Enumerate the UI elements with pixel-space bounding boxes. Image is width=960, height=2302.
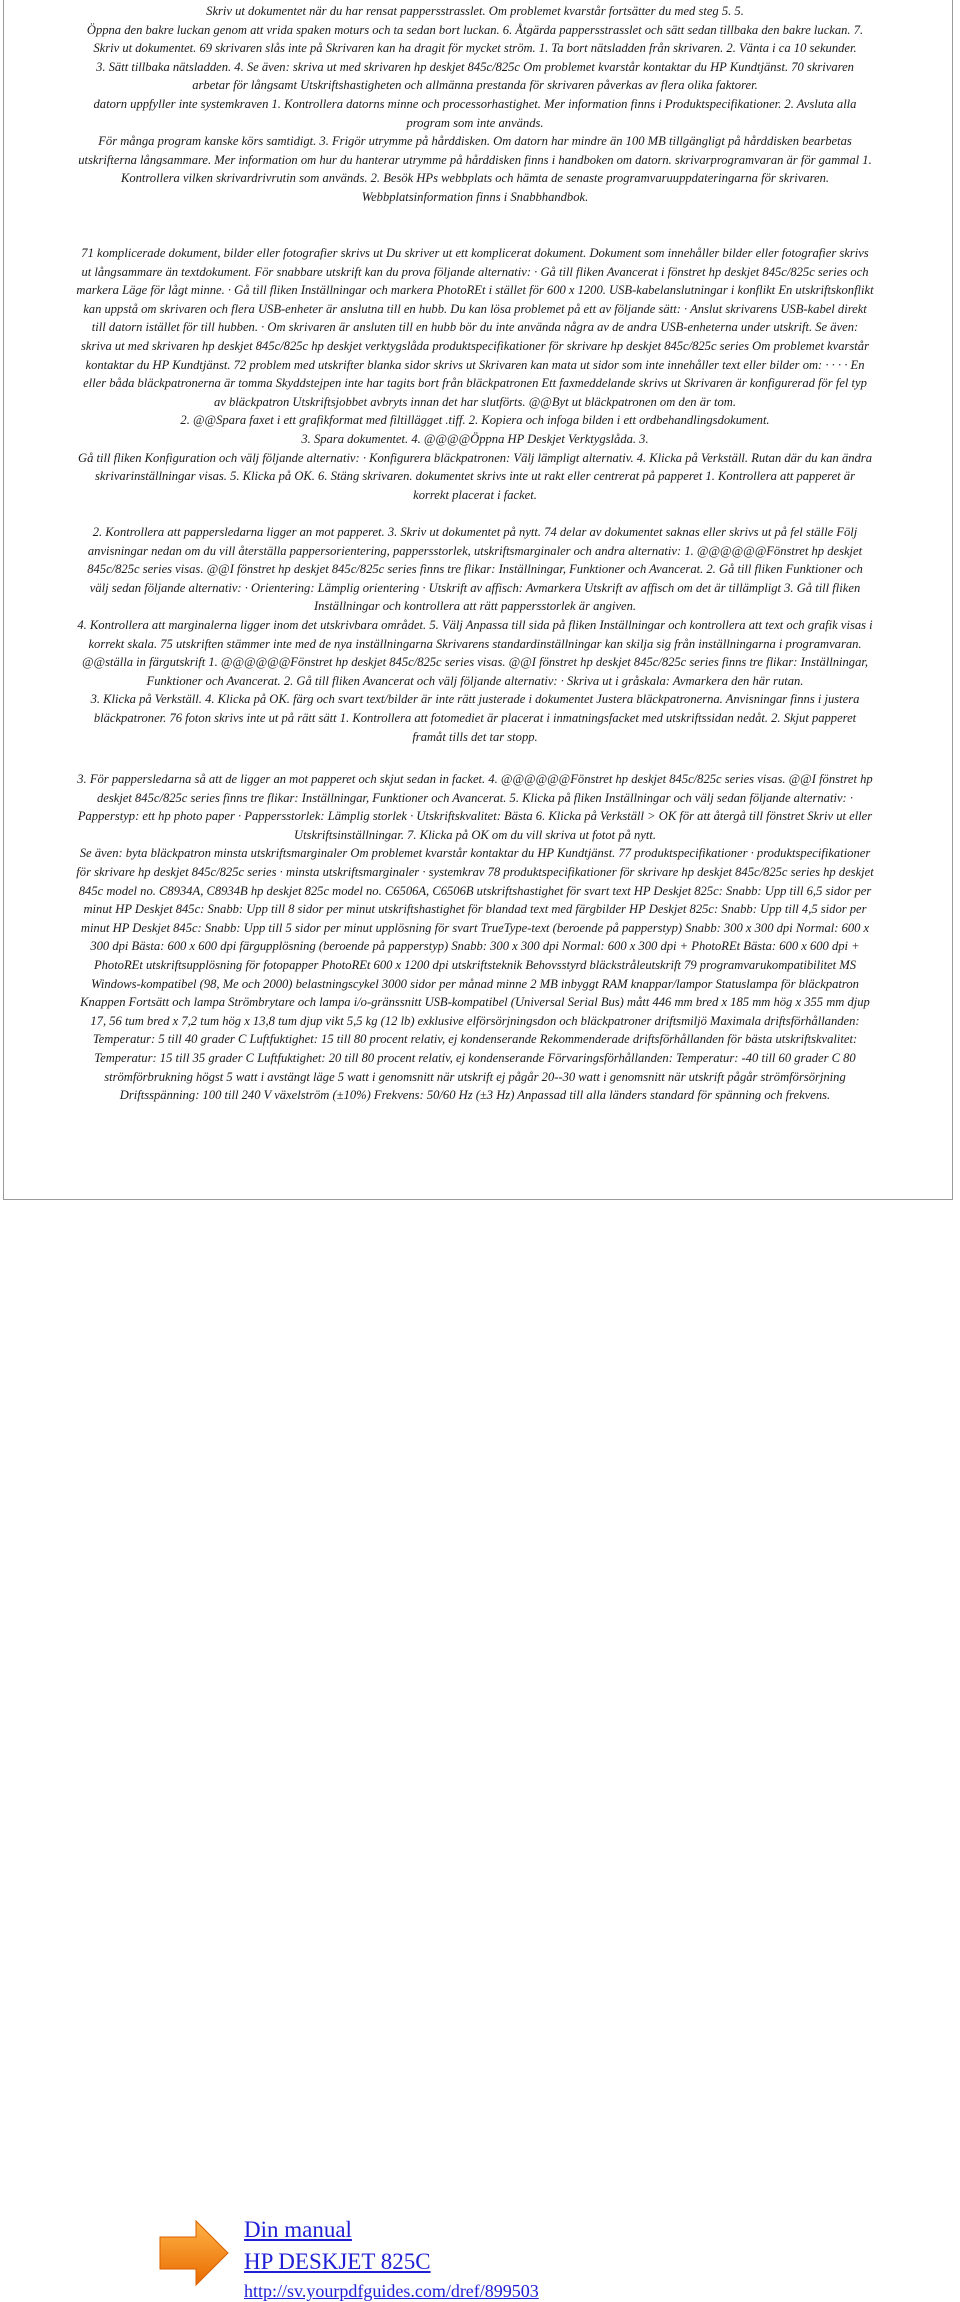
text-line: korrekt placerat i facket.: [413, 487, 537, 502]
manual-url-link[interactable]: http://sv.yourpdfguides.com/dref/899503: [244, 2281, 539, 2301]
text-line: skrivarinställningar visas. 5. Klicka på OK. 6. Stäng skrivaren. dokumentet skrivs inte ut rakt eller centrerat på papperet 1. Kontrollera att papperet är: [94, 469, 855, 484]
text-line: markera Läge för lågt minne. · Gå till fliken Inställningar och markera PhotoREt i stället för 600 x 1200. USB-kabelanslutningar i konflikt En utskriftskonflikt: [76, 283, 874, 298]
text-line: 3. Spara dokumentet. 4. @@@@Öppna HP Deskjet Verktygslåda. 3.: [301, 431, 649, 446]
text-line: Skriv ut dokumentet. 69 skrivaren slås inte på Skrivaren kan ha dragit för mycket ström. 1. Ta bort nätsladden från skrivaren. 2. Vänta i ca 10 sekunder.: [93, 41, 857, 56]
text-line: Utskriftsinställningar. 7. Klicka på OK om du vill skriva ut fotot på nytt.: [293, 827, 656, 842]
text-line: korrekt skala. 75 utskriften stämmer inte med de nya inställningarna Skrivarens standardinställningar kan skilja sig från inställningarna i programvaran.: [88, 636, 862, 651]
text-line: deskjet 845c/825c series finns tre flikar: Inställningar, Funktioner och Avancerat. 5. Klicka på fliken Inställningar och välj sedan följande alternativ: ·: [96, 790, 853, 805]
text-line: Gå till fliken Konfiguration och välj följande alternativ: · Konfigurera bläckpatronen: Välj lämpligt alternativ. 4. Klicka på Verkställ. Rutan där du kan ändra: [78, 450, 872, 465]
text-line: till datorn istället för till hubben. · Om skrivaren är ansluten till en hubb bör du inte använda några av de andra USB-enheterna under utskrift. Se även:: [91, 320, 859, 335]
text-line: eller båda bläckpatronerna är tomma Skyddstejpen inte har tagits bort från bläckpatronen Ett faxmeddelande skrivs ut Skrivaren är konfigurerad för fel typ: [83, 376, 867, 391]
text-line: 71 komplicerade dokument, bilder eller fotografier skrivs ut Du skriver ut ett komplicerat dokument. Dokument som innehåller bilder eller fotografier skrivs: [81, 246, 869, 260]
text-line: 845c model no. C8934A, C8934B hp deskjet 825c model no. C6506A, C6506B utskriftshastighet för svart text HP Deskjet 825c: Snabb: Upp till 6,5 sidor per: [78, 883, 872, 898]
text-line: strömförbrukning högst 5 watt i avstängt läge 5 watt i genomsnitt när utskrift ej pågår 20--30 watt i genomsnitt när utskrift pågår strömförsörjning: [104, 1069, 846, 1084]
text-line: anvisningar nedan om du vill återställa pappersorientering, pappersstorlek, utskriftsmarginaler och andra alternativ: 1. @@@@@@Fönstret hp deskjet: [87, 543, 863, 558]
text-line: Webbplatsinformation finns i Snabbhandbok.: [361, 189, 589, 204]
text-line: Skriv ut dokumentet när du har rensat pappersstrasslet. Om problemet kvarstår fortsätter du med steg 5. 5.: [206, 4, 744, 18]
text-line: kontaktar du HP Kundtjänst. 72 problem med utskrifter blanka sidor skrivs ut Skrivaren kan mata ut sidor som inte innehåller text eller bilder om: · · · · En: [85, 357, 865, 372]
text-line: kan uppstå om skrivaren och flera USB-enheter är anslutna till en hubb. Du kan lösa problemet på ett av följande sätt: · Anslut skrivarens USB-kabel direkt: [83, 301, 867, 316]
orange-arrow-icon: [156, 2215, 232, 2291]
paragraph-block: [2, 770, 948, 1105]
text-line: arbetar för långsamt Utskriftshastigheten och allmänna prestanda för skrivaren påverkas av flera olika faktorer.: [192, 78, 758, 93]
text-line: Knappen Fortsätt och lampa Strömbrytare och lampa i/o-gränssnitt USB-kompatibel (Universal Serial Bus) mått 446 mm bred x 185 mm hög x 355 mm djup: [80, 995, 870, 1010]
text-line: minut HP Deskjet 845c: Snabb: Upp till 8 sidor per minut utskriftshastighet för blandad text med färgbilder HP Deskjet 825c: Snabb: Upp till 4,5 sidor per: [83, 902, 867, 917]
text-line: program som inte används.: [406, 115, 544, 130]
text-line: För många program kanske körs samtidigt. 3. Frigör utrymme på hårddisken. Om datorn har mindre än 100 MB tillgängligt på hårddisken bearbetas: [98, 134, 852, 149]
text-line: utskrifterna långsammare. Mer information om hur du hanterar utrymme på hårddisken finns i handboken om datorn. skrivarprogramvaran är för gammal 1.: [78, 152, 872, 167]
text-line: Temperatur: 5 till 40 grader C Luftfuktighet: 15 till 80 procent relativ, ej kondenserande Rekommenderade driftsförhållanden för bästa utskriftskvalitet:: [92, 1032, 858, 1047]
text-line: Windows-kompatibel (98, Me och 2000) belastningscykel 3000 sidor per månad minne 2 MB inbyggt RAM knappar/lampor Statuslampa för bläckpatron: [91, 976, 859, 991]
text-line: ut långsammare än textdokument. För snabbare utskrift kan du prova följande alternativ: · Gå till fliken Avancerat i fönstret hp deskjet 845c/825c series och: [81, 264, 869, 279]
text-line: välj sedan följande alternativ: · Orientering: Lämplig orientering · Utskrift av affisch: Avmarkera Utskrift av affisch om det är tillämpligt 3. Gå till fliken: [89, 580, 861, 595]
text-line: framåt tills det tar stopp.: [412, 729, 538, 744]
text-line: för skrivare hp deskjet 845c/825c series · minsta utskriftsmarginaler · systemkrav 78 produktspecifikationer för skrivare hp deskjet 845c/825c series hp deskjet: [76, 864, 874, 879]
text-line: 3. Klicka på Verkställ. 4. Klicka på OK. färg och svart text/bilder är inte rätt justerade i dokumentet Justera bläckpatronerna. Anvisningar finns i justera: [90, 692, 860, 707]
paragraph-block: [2, 244, 948, 504]
text-line: Driftsspänning: 100 till 240 V växelström (±10%) Frekvens: 50/60 Hz (±3 Hz) Anpassad till alla länders standard för spänning och frekvens.: [119, 1088, 831, 1103]
text-line: bläckpatroner. 76 foton skrivs inte ut på rätt sätt 1. Kontrollera att fotomediet är placerat i inmatningsfacket med utskriftssidan nedåt. 2. Skjut papperet: [93, 710, 857, 725]
text-line: av bläckpatron Utskriftsjobbet avbryts innan det har slutförts. @@Byt ut bläckpatronen om den är tom.: [213, 394, 737, 409]
product-name-link[interactable]: HP DESKJET 825C: [244, 2249, 431, 2274]
text-line: Papperstyp: ett hp photo paper · Pappersstorlek: Lämplig storlek · Utskriftskvalitet: Bästa 6. Klicka på Verkställ > OK för att återgå till fönstret Skriv ut eller: [77, 809, 873, 824]
text-line: 845c/825c series visas. @@I fönstret hp deskjet 845c/825c series finns tre flikar: Inställningar, Funktioner och Avancerat. 2. Gå till fliken Funktioner och: [87, 562, 863, 577]
text-line: 4. Kontrollera att marginalerna ligger inom det utskrivbara området. 5. Välj Anpassa till sida på fliken Inställningar och kontrollera att text och grafik visas i: [77, 617, 873, 632]
text-line: Se även: byta bläckpatron minsta utskriftsmarginaler Om problemet kvarstår kontaktar du HP Kundtjänst. 77 produktspecifikationer · produktspecifikationer: [79, 846, 871, 861]
text-line: skriva ut med skrivaren hp deskjet 845c/825c hp deskjet verktygslåda produktspecifikationer för skrivare hp deskjet 845c/825c series Om problemet kvarstår: [81, 338, 869, 353]
text-line: 17, 56 tum bred x 7,2 tum hög x 13,8 tum djup vikt 5,5 kg (12 lb) exklusive elförsörjningsdon och bläckpatroner driftsmiljö Maximala driftsförhållanden:: [90, 1013, 860, 1028]
text-line: datorn uppfyller inte systemkraven 1. Kontrollera datorns minne och processorhastighet. Mer information finns i Produktspecifikationer. 2. Avsluta alla: [93, 96, 857, 111]
text-line: Inställningar och kontrollera att rätt pappersstorlek är angiven.: [313, 599, 637, 614]
text-line: Temperatur: 15 till 35 grader C Luftfuktighet: 20 till 80 procent relativ, ej kondenserande Förvaringsförhållanden: Temperatur: -40 till 60 grader C 80: [94, 1050, 856, 1065]
paragraph-block: [2, 523, 948, 746]
text-line: Kontrollera vilken skrivardrivrutin som används. 2. Besök HPs webbplats och hämta de senaste programvaruuppdateringarna för skrivaren.: [120, 171, 830, 186]
text-line: @@ställa in färgutskrift 1. @@@@@@Fönstret hp deskjet 845c/825c series visas. @@I fönstret hp deskjet 845c/825c series finns tre flikar: Inställningar,: [81, 655, 869, 670]
text-line: Funktioner och Avancerat. 2. Gå till fliken Avancerat och välj följande alternativ: · Skriva ut i gråskala: Avmarkera den här rutan.: [146, 673, 804, 688]
text-line: 300 dpi Bästa: 600 x 600 dpi färgupplösning (beroende på papperstyp) Snabb: 300 x 300 dpi Normal: 600 x 300 dpi + PhotoREt Bästa: 600 x 600 dpi +: [90, 939, 860, 954]
paragraph-block: [2, 2, 948, 207]
manual-footer: [0, 1108, 960, 2301]
text-line: 3. Sätt tillbaka nätsladden. 4. Se även: skriva ut med skrivaren hp deskjet 845c/825c Om problemet kvarstår kontaktar du HP Kundtjänst. 70 skrivaren: [96, 59, 854, 74]
text-line: Öppna den bakre luckan genom att vrida spaken moturs och ta sedan bort luckan. 6. Åtgärda pappersstrasslet och sätt sedan tillbaka den bakre luckan. 7.: [86, 22, 864, 37]
text-line: PhotoREt utskriftsupplösning för fotopapper PhotoREt 600 x 1200 dpi utskriftsteknik Behovsstyrd bläckstråleutskrift 79 programvarukompatibilitet MS: [93, 957, 857, 972]
text-line: 2. Kontrollera att pappersledarna ligger an mot papperet. 3. Skriv ut dokumentet på nytt. 74 delar av dokumentet saknas eller skrivs ut på fel ställe Följ: [92, 525, 858, 539]
text-line: 3. För pappersledarna så att de ligger an mot papperet och skjut sedan in facket. 4. @@@@@@Fönstret hp deskjet 845c/825c series visas. @@I fönstret hp: [77, 772, 873, 786]
manual-link[interactable]: Din manual: [244, 2217, 352, 2242]
text-line: minut HP Deskjet 845c: Snabb: Upp till 5 sidor per minut upplösning för svart TrueType-text (beroende på papperstyp) Snabb: 300 x 300 dpi Normal: 600 x: [80, 920, 870, 935]
text-line: 2. @@Spara faxet i ett grafikformat med filtillägget .tiff. 2. Kopiera och infoga bilden i ett ordbehandlingsdokument.: [180, 413, 770, 428]
